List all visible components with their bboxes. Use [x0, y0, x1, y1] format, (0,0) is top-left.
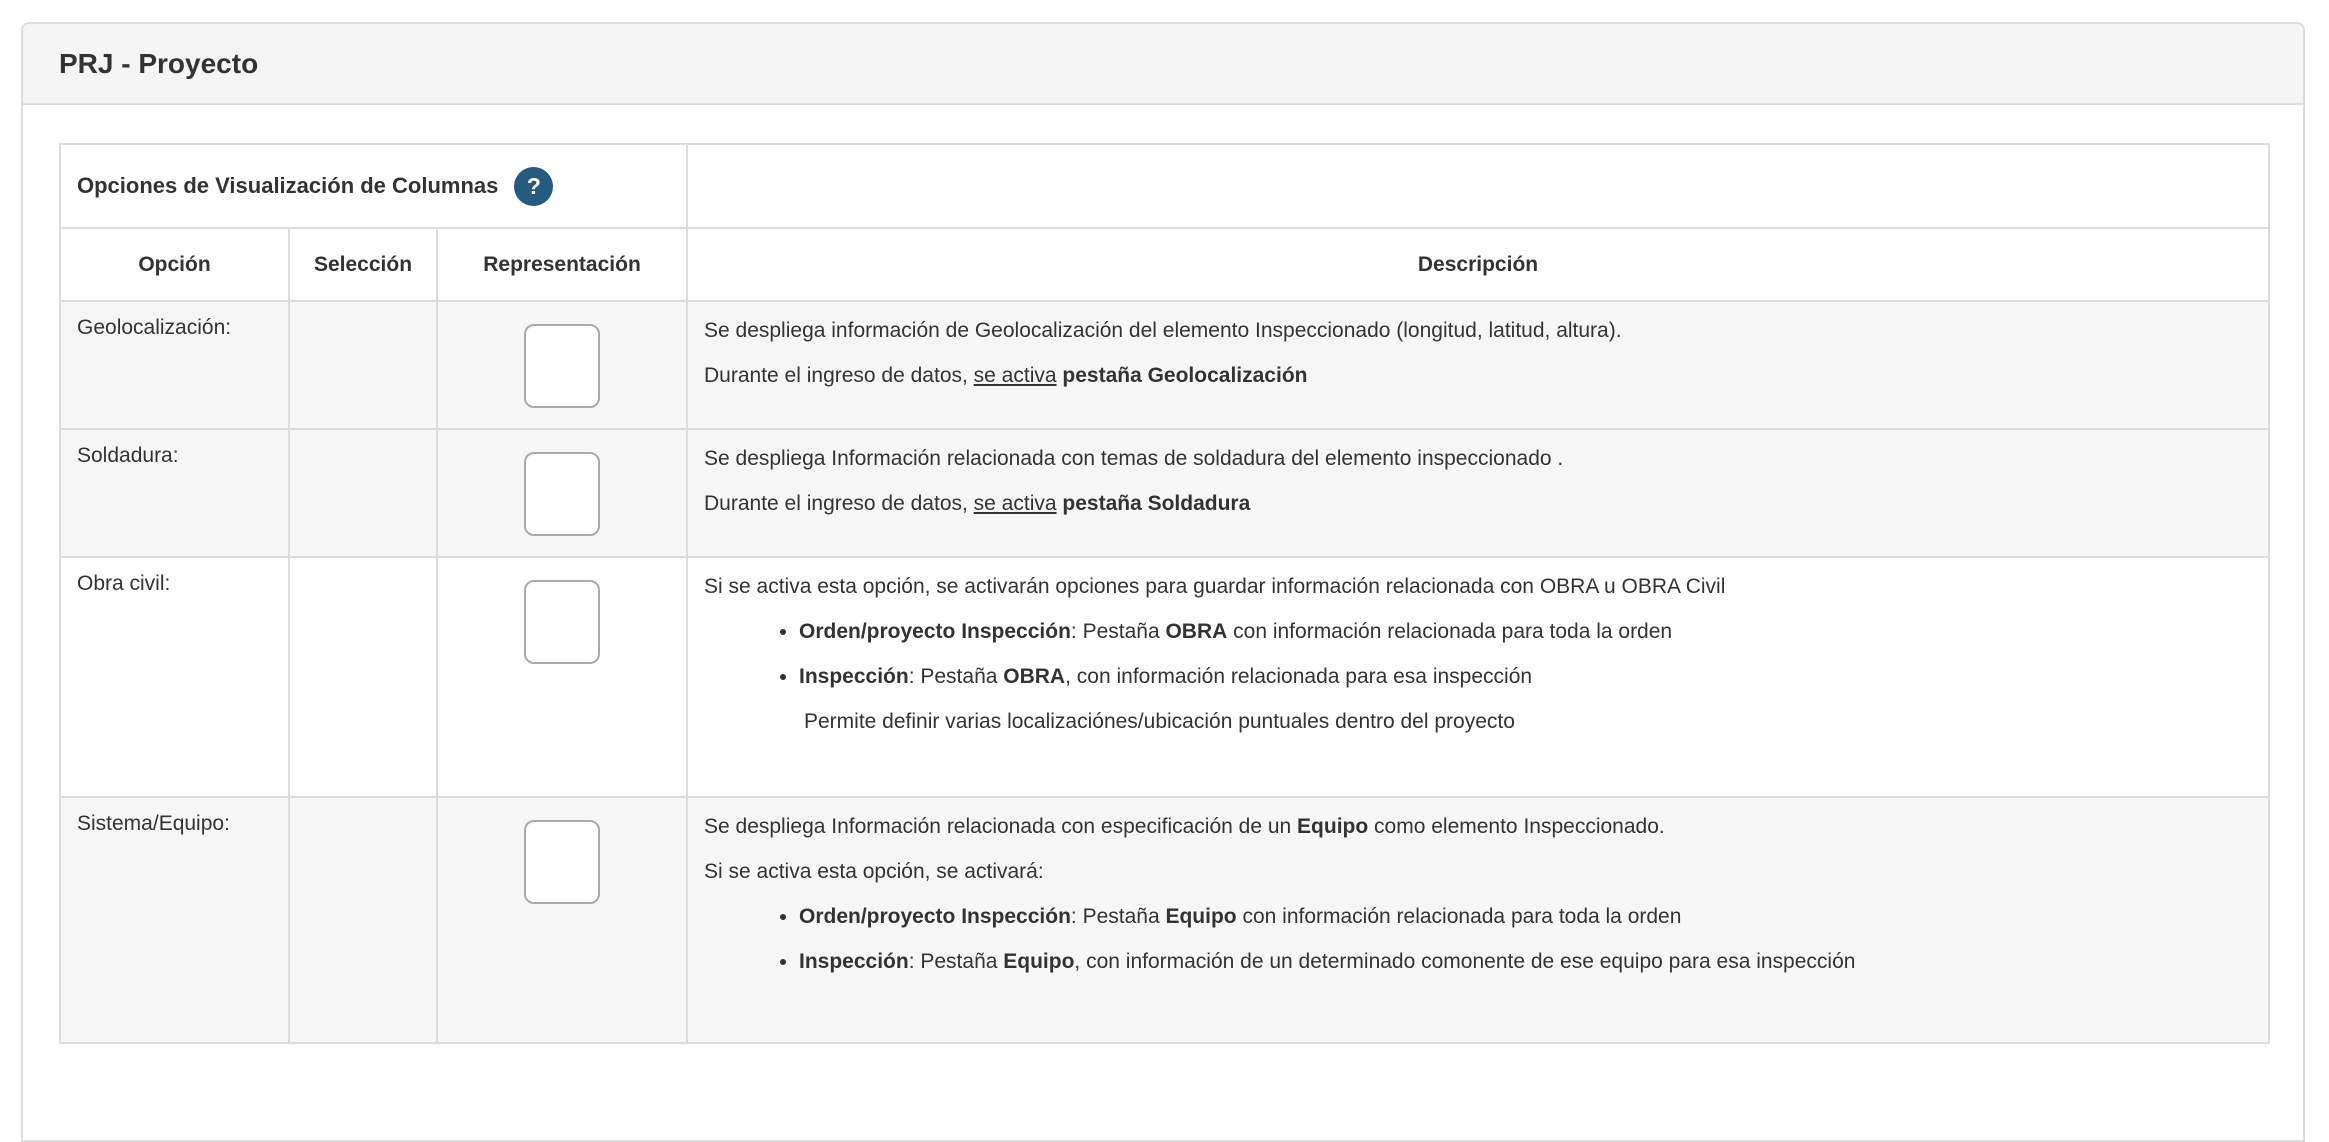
selection-cell: [289, 557, 437, 797]
page-title: PRJ - Proyecto: [59, 47, 259, 79]
representation-cell: [437, 301, 687, 429]
description-bullet-item: [799, 617, 2252, 647]
description-bullet-item: [799, 947, 2252, 977]
description-text-segment: se activa: [973, 492, 1057, 515]
description-text-segment: : Pestaña: [1070, 620, 1166, 643]
description-text-segment: Inspección: [799, 950, 909, 973]
options-table-body: [60, 301, 2269, 1043]
description-cell: [687, 429, 2269, 557]
description-text-segment: Si se activa esta opción, se activarán opciones para guardar información relacionada con OBRA u OBRA Civil: [704, 575, 1726, 598]
description-text-segment: , con información relacionada para esa inspección: [1065, 665, 1533, 688]
panel-header: [23, 24, 2303, 105]
description-paragraph: [804, 707, 2252, 737]
description-text-segment: Permite definir varias localizaciónes/ubicación puntuales dentro del proyecto: [804, 710, 1515, 733]
option-cell: [60, 301, 289, 429]
representation-cell: [437, 429, 687, 557]
table-row: [60, 429, 2269, 557]
description-cell: [687, 797, 2269, 1043]
project-panel: [21, 22, 2305, 1142]
description-paragraph: [704, 572, 2252, 602]
option-label: Obra civil:: [77, 572, 171, 595]
description-paragraph: [704, 444, 2252, 474]
description-text-segment: : Pestaña: [1070, 905, 1166, 928]
description-paragraph: [704, 361, 2252, 391]
description-text-segment: Inspección: [799, 665, 909, 688]
column-header-option: Opción: [60, 228, 289, 301]
description-text-segment: con información relacionada para toda la orden: [1227, 620, 1673, 643]
description-bullet-list: [704, 902, 2252, 977]
description-text-segment: OBRA: [1003, 665, 1066, 688]
option-label: Soldadura:: [77, 444, 179, 467]
description-text-segment: se activa: [973, 364, 1057, 387]
representation-checkbox[interactable]: [524, 324, 600, 408]
representation-checkbox[interactable]: [524, 580, 600, 664]
description-text-segment: Se despliega Información relacionada con temas de soldadura del elemento inspeccionado .: [704, 447, 1564, 470]
description-text-segment: Durante el ingreso de datos,: [704, 364, 974, 387]
description-cell: [687, 301, 2269, 429]
description-text-segment: Durante el ingreso de datos,: [704, 492, 974, 515]
description-text-segment: Si se activa esta opción, se activará:: [704, 860, 1044, 883]
description-paragraph: [704, 316, 2252, 346]
table-caption-cell: [60, 144, 687, 228]
selection-cell: [289, 301, 437, 429]
description-text-segment: como elemento Inspeccionado.: [1368, 815, 1665, 838]
description-text-segment: OBRA: [1165, 620, 1228, 643]
description-paragraph: [704, 857, 2252, 887]
description-text-segment: Orden/proyecto Inspección: [799, 620, 1071, 643]
description-text-segment: Equipo: [1297, 815, 1369, 838]
table-caption-row: [60, 144, 2269, 228]
help-question-icon[interactable]: ?: [514, 167, 553, 206]
option-label: Sistema/Equipo:: [77, 812, 230, 835]
description-text-segment: Orden/proyecto Inspección: [799, 905, 1071, 928]
column-header-representation: Representación: [437, 228, 687, 301]
table-caption: Opciones de Visualización de Columnas: [77, 173, 499, 198]
description-paragraph: [704, 812, 2252, 842]
description-text-segment: Equipo: [1165, 905, 1237, 928]
table-caption-empty-cell: [687, 144, 2269, 228]
selection-cell: [289, 429, 437, 557]
description-text-segment: pestaña Geolocalización: [1062, 364, 1308, 387]
representation-checkbox[interactable]: [524, 820, 600, 904]
representation-cell: [437, 557, 687, 797]
description-text-segment: con información relacionada para toda la orden: [1236, 905, 1682, 928]
column-header-description: Descripción: [687, 228, 2269, 301]
table-row: [60, 557, 2269, 797]
description-text-segment: Equipo: [1003, 950, 1075, 973]
column-header-selection: Selección: [289, 228, 437, 301]
description-text-segment: Se despliega Información relacionada con especificación de un: [704, 815, 1298, 838]
description-text-segment: Se despliega información de Geolocalización del elemento Inspeccionado (longitud, latitud, altura).: [704, 319, 1622, 342]
description-bullet-item: [799, 902, 2252, 932]
option-cell: [60, 797, 289, 1043]
description-text-segment: , con información de un determinado comonente de ese equipo para esa inspección: [1074, 950, 1856, 973]
column-display-options-table: [59, 143, 2270, 1044]
panel-body: [23, 105, 2303, 1082]
description-text-segment: : Pestaña: [908, 665, 1004, 688]
description-paragraph: [704, 489, 2252, 519]
description-bullet-list: [704, 617, 2252, 692]
option-cell: [60, 429, 289, 557]
option-cell: [60, 557, 289, 797]
table-row: [60, 797, 2269, 1043]
representation-cell: [437, 797, 687, 1043]
option-label: Geolocalización:: [77, 316, 232, 339]
representation-checkbox[interactable]: [524, 452, 600, 536]
description-bullet-item: [799, 662, 2252, 692]
table-row: [60, 301, 2269, 429]
description-text-segment: pestaña Soldadura: [1062, 492, 1251, 515]
selection-cell: [289, 797, 437, 1043]
description-cell: [687, 557, 2269, 797]
table-header-row: [60, 228, 2269, 301]
description-text-segment: : Pestaña: [908, 950, 1004, 973]
